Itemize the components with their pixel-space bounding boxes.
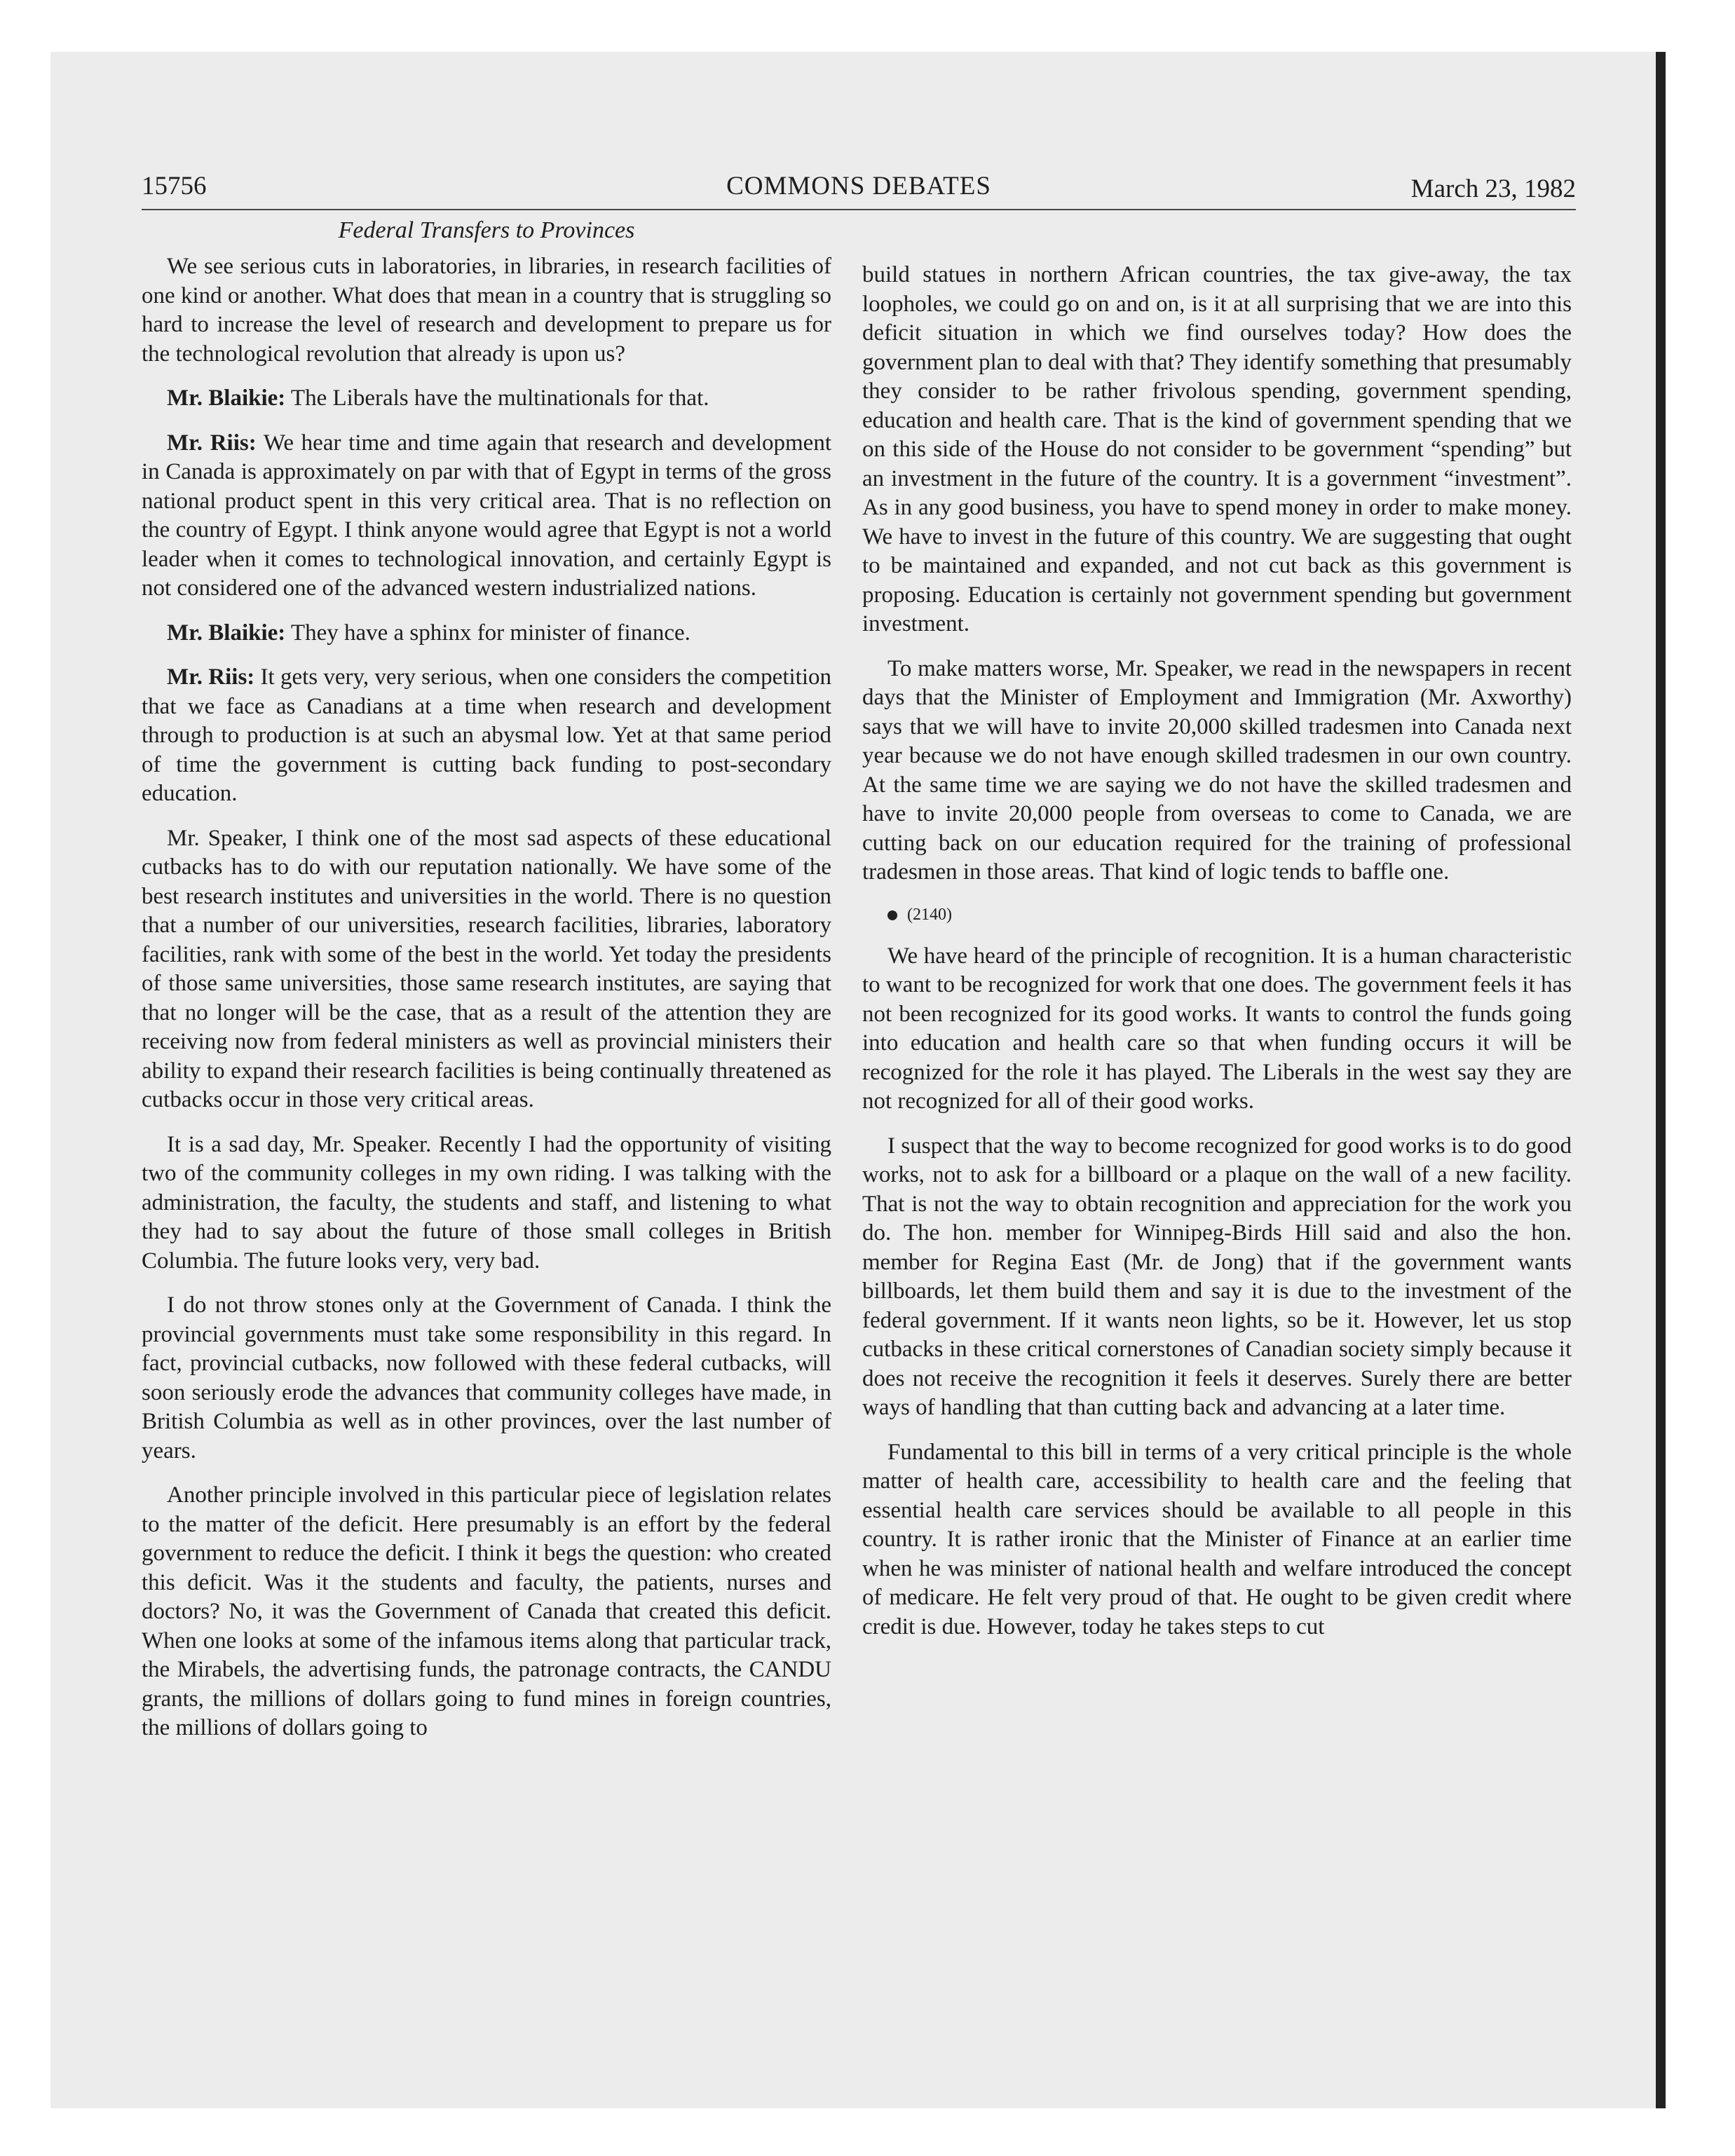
paragraph: Another principle involved in this particular piece of legislation relates to the matter of the deficit. Here presumably is an effort by the federal government to reduce the deficit. I think it begs the question: who created this deficit. Was it the students and faculty, the patients, nurses and doctors? No, it was the Government of Canada that created this deficit. When one looks at some of the infamous items along that particular track, the Mirabels, the advertising funds, the patronage contracts, the CANDU grants, the millions of dollars going to fund mines in foreign countries, the millions of dollars going to: [142, 1482, 831, 1740]
paragraph: We have heard of the principle of recognition. It is a human characteristic to want to be recognized for work that one does. The government feels it has not been recognized for its good works. It wants to control the funds going into education and health care so that when funding occurs it will be recognized for the role it has played. The Liberals in the west say they are not recognized for all of their good works.: [862, 943, 1572, 1114]
publication-title: COMMONS DEBATES: [726, 172, 991, 200]
page-header: [142, 165, 1576, 210]
speech-paragraph: [142, 384, 831, 414]
paragraph: build statues in northern African countries, the tax give-away, the tax loopholes, we could go on and on, is it at all surprising that we are into this deficit situation in which we find ourselves today? How does the government plan to deal with that? They identify something that presumably they consider to be rather frivolous spending, government spending, education and health care. That is the kind of government spending that we on this side of the House do not consider to be government “spending” but an investment in the future of the country. It is a government “investment”. As in any good business, you have to spend money in order to make money. We have to invest in the future of this country. We are suggesting that ought to be maintained and expanded, and not cut back as this government is proposing. Education is certainly not government spending but government investment.: [862, 262, 1572, 636]
speaker-name: Mr. Riis:: [167, 430, 257, 456]
page-number: 15756: [142, 172, 207, 200]
speaker-name: Mr. Blaikie:: [167, 620, 286, 646]
right-column: [862, 261, 1572, 1657]
speech-text: The Liberals have the multinationals for that.: [285, 386, 709, 411]
paragraph: We see serious cuts in laboratories, in libraries, in research facilities of one kind or another. What does that mean in a country that is struggling so hard to increase the level of research and development to prepare us for the technological revolution that already is upon us?: [142, 254, 831, 367]
speech-text: They have a sphinx for minister of finance.: [285, 620, 690, 646]
time-marker-text: (2140): [907, 905, 952, 924]
time-marker: [862, 903, 1572, 927]
paragraph: I suspect that the way to become recognized for good works is to do good works, not to ask for a billboard or a plaque on the wall of a new facility. That is not the way to obtain recognition and appreciation for the work you do. The hon. member for Winnipeg-Birds Hill said and also the hon. member for Regina East (Mr. de Jong) that if the government wants billboards, let them build them and say it is due to the investment of the federal government. If it wants neon lights, so be it. However, let us stop cutbacks in these critical cornerstones of Canadian society simply because it does not receive the recognition it feels it deserves. Surely there are better ways of handling that than cutting back and advancing at a later time.: [862, 1133, 1572, 1420]
speech-text: We hear time and time again that research and development in Canada is approximately on par with that of Egypt in terms of the gross national product spent in this very critical area. That is no reflection on the country of Egypt. I think anyone would agree that Egypt is not a world leader when it comes to technological innovation, and certainly Egypt is not considered one of the advanced western industrialized nations.: [142, 430, 831, 601]
paragraph: To make matters worse, Mr. Speaker, we read in the newspapers in recent days that the Minister of Employment and Immigration (Mr. Axworthy) says that we will have to invite 20,000 skilled tradesmen into Canada next year because we do not have enough skilled tradesmen in our own country. At the same time we are saying we do not have the skilled tradesmen and have to invite 20,000 people from overseas to come to Canada, we are cutting back on our education required for the training of professional tradesmen in those areas. That kind of logic tends to baffle one.: [862, 655, 1572, 885]
bullet-dot-icon: [887, 910, 897, 920]
speech-paragraph: [142, 663, 831, 809]
binding-edge: [1656, 52, 1666, 2108]
speaker-name: Mr. Blaikie:: [167, 386, 286, 411]
paragraph: Fundamental to this bill in terms of a very critical principle is the whole matter of health care, accessibility to health care and the feeling that essential health care services should be available to all people in this country. It is rather ironic that the Minister of Finance at an earlier time when he was minister of national health and welfare introduced the concept of medicare. He felt very proud of that. He ought to be given credit where credit is due. However, today he takes steps to cut: [862, 1439, 1572, 1639]
section-title: Federal Transfers to Provinces: [338, 217, 635, 243]
speech-paragraph: [142, 429, 831, 603]
paragraph: Mr. Speaker, I think one of the most sad aspects of these educational cutbacks has to do with our reputation nationally. We have some of the best research institutes and universities in the world. There is no question that a number of our universities, research facilities, libraries, laboratory facilities, rank with some of the best in the world. Yet today the presidents of those same universities, those same research institutes, are saying that that no longer will be the case, that as a result of the attention they are receiving now from federal ministers as well as provincial ministers their ability to expand their research facilities is being continually threatened as cutbacks occur in those very critical areas.: [142, 825, 831, 1112]
speech-paragraph: [142, 619, 831, 648]
left-column: [142, 252, 831, 1759]
speech-text: It gets very, very serious, when one considers the competition that we face as Canadians at a time when research and development through to production is at such an abysmal low. Yet at that same period of time the government is cutting back funding to post-secondary education.: [142, 664, 831, 806]
publication-date: March 23, 1982: [1410, 175, 1576, 203]
paragraph: I do not throw stones only at the Government of Canada. I think the provincial governments must take some responsibility in this regard. In fact, provincial cutbacks, now followed with these federal cutbacks, will soon seriously erode the advances that community colleges have made, in British Columbia as well as in other provinces, over the last number of years.: [142, 1292, 831, 1464]
speaker-name: Mr. Riis:: [167, 664, 255, 690]
paragraph: It is a sad day, Mr. Speaker. Recently I had the opportunity of visiting two of the community colleges in my own riding. I was talking with the administration, the faculty, the students and staff, and listening to what they had to say about the future of those small colleges in British Columbia. The future looks very, very bad.: [142, 1131, 831, 1274]
